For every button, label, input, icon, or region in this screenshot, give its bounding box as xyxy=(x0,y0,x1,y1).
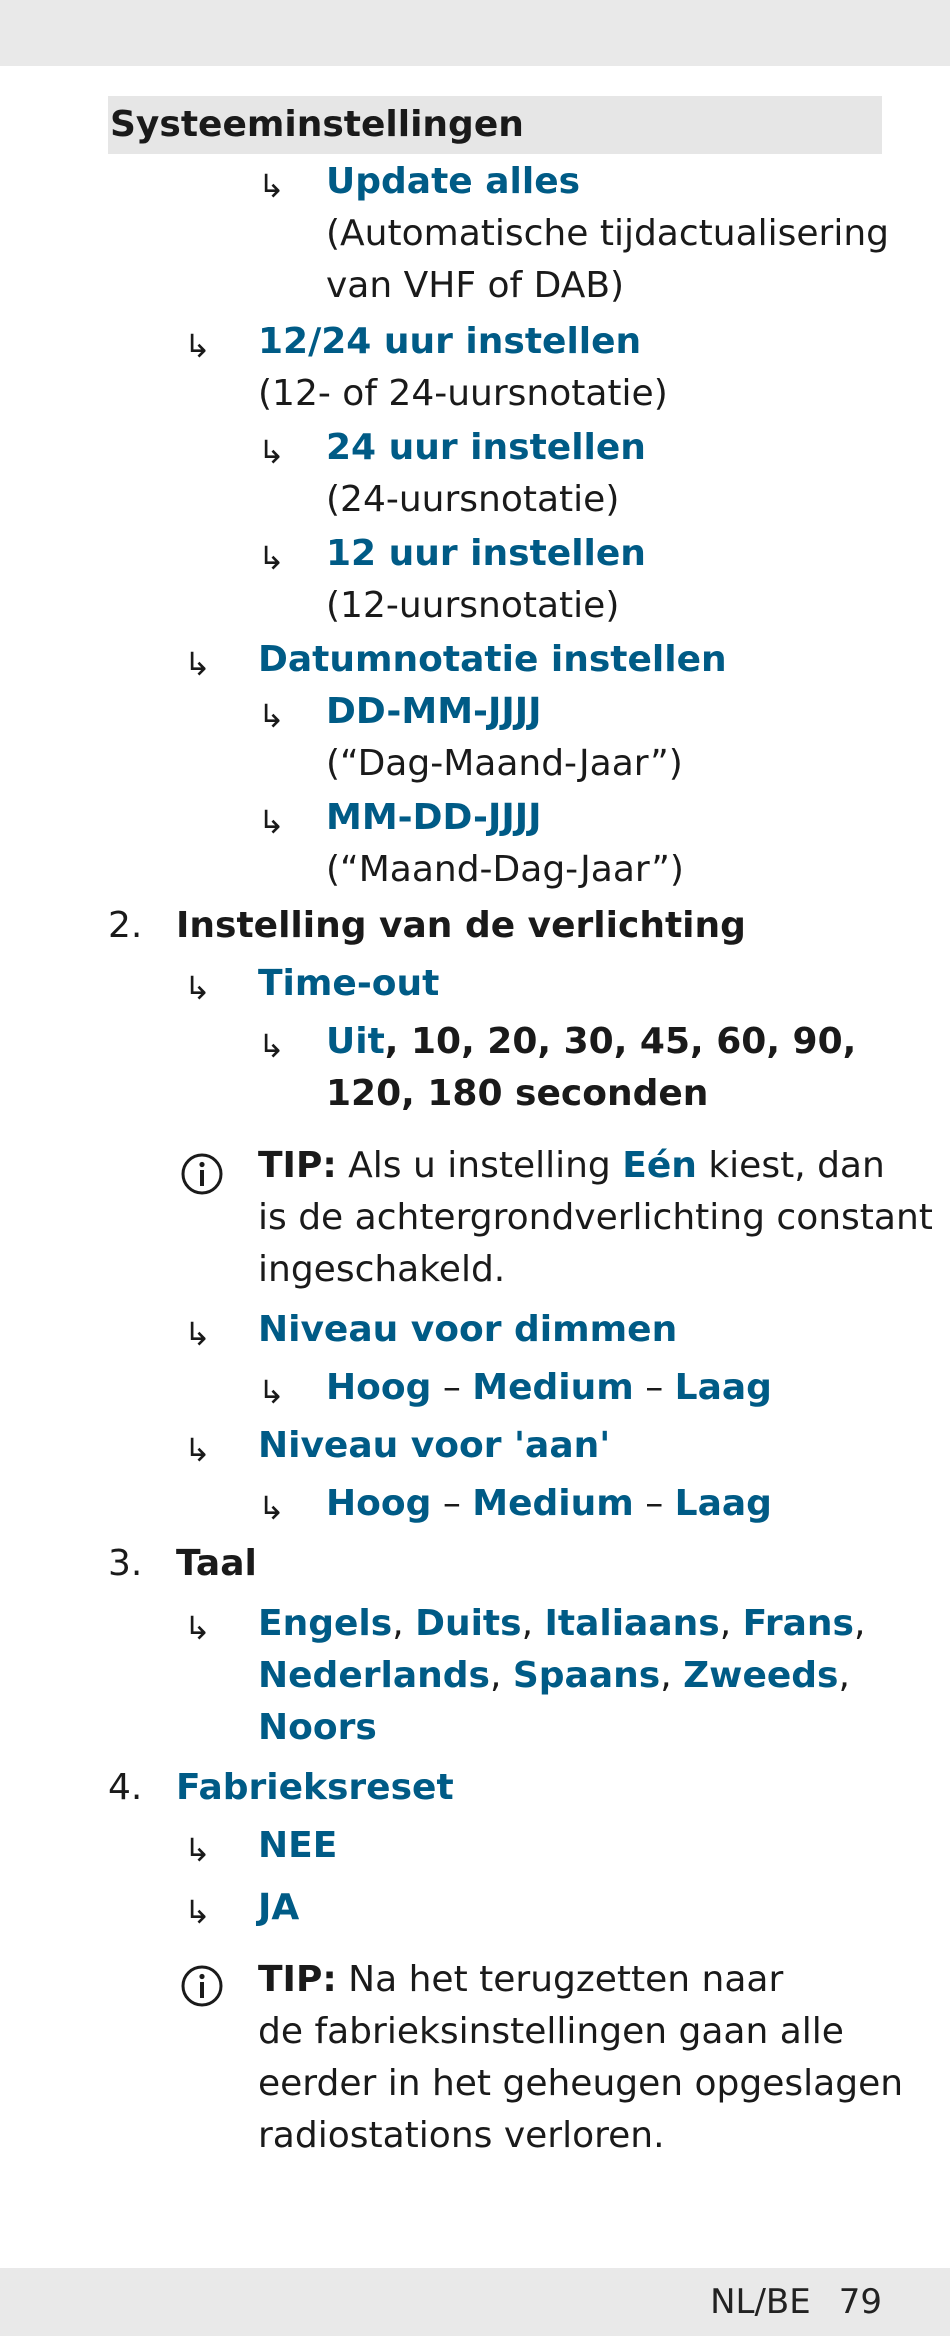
timeout-values: , 10, 20, 30, 45, 60, 90, xyxy=(384,1021,857,1062)
arrow-icon: ↳ xyxy=(184,1609,211,1647)
ddmm-option: DD-MM-JJJJ xyxy=(326,691,542,732)
info-icon xyxy=(180,1964,224,2008)
language-option: Noors xyxy=(258,1707,377,1748)
arrow-icon: ↳ xyxy=(184,1893,211,1931)
tip-text: Na het terugzetten naar xyxy=(336,1959,784,2000)
medium-option: Medium xyxy=(472,1367,634,1408)
arrow-icon: ↳ xyxy=(258,697,285,735)
page-footer xyxy=(710,2282,882,2322)
item-number: 3. xyxy=(108,1543,143,1584)
arrow-icon: ↳ xyxy=(258,433,285,471)
language-option: Zweeds xyxy=(683,1655,839,1696)
arrow-icon: ↳ xyxy=(184,1431,211,1469)
update-all-desc-line1: (Automatische tijdactualisering xyxy=(326,213,890,254)
timeout-values-line2: 120, 180 seconden xyxy=(326,1073,709,1114)
on-level-option: Niveau voor 'aan' xyxy=(258,1425,611,1466)
language-option: Nederlands xyxy=(258,1655,490,1696)
separator: – xyxy=(431,1367,473,1408)
ddmm-desc: (“Dag-Maand-Jaar”) xyxy=(326,743,683,784)
tip-label: TIP: xyxy=(258,1145,337,1186)
item-number: 2. xyxy=(108,905,143,946)
tip-text: kiest, dan xyxy=(696,1145,885,1186)
update-all-desc-line2: van VHF of DAB) xyxy=(326,265,625,306)
high-option: Hoog xyxy=(326,1483,432,1524)
update-all-option: Update alles xyxy=(326,161,581,202)
tip-reset-line3: eerder in het geheugen opgeslagen xyxy=(258,2063,904,2104)
set-12-desc: (12-uursnotatie) xyxy=(326,585,620,626)
arrow-icon: ↳ xyxy=(258,167,285,205)
timeout-off-option: Uit xyxy=(326,1021,385,1062)
separator: , xyxy=(719,1603,743,1644)
language-option: Duits xyxy=(415,1603,522,1644)
language-list-line2 xyxy=(258,1650,850,1702)
top-bar xyxy=(0,0,950,66)
backlight-title: Instelling van de verlichting xyxy=(176,905,746,946)
arrow-icon: ↳ xyxy=(258,1373,285,1411)
dim-level-values xyxy=(326,1362,772,1414)
arrow-icon: ↳ xyxy=(258,803,285,841)
set-12-option: 12 uur instellen xyxy=(326,533,646,574)
tip-backlight-line1 xyxy=(258,1140,885,1192)
medium-option: Medium xyxy=(472,1483,634,1524)
separator: , xyxy=(838,1655,850,1696)
timeout-option: Time-out xyxy=(258,963,440,1004)
section-title: Systeeminstellingen xyxy=(108,96,882,154)
factory-reset-title: Fabrieksreset xyxy=(176,1767,454,1808)
language-code: NL/BE xyxy=(710,2282,811,2322)
tip-label: TIP: xyxy=(258,1959,337,2000)
arrow-icon: ↳ xyxy=(258,1027,285,1065)
separator: – xyxy=(633,1367,675,1408)
separator: , xyxy=(392,1603,416,1644)
tip-backlight-line2: is de achtergrondverlichting constant xyxy=(258,1197,933,1238)
tip-backlight-line3: ingeschakeld. xyxy=(258,1249,506,1290)
set-24-desc: (24-uursnotatie) xyxy=(326,479,620,520)
tip-keyword: Eén xyxy=(622,1145,697,1186)
language-list-line1 xyxy=(258,1598,865,1650)
tip-text: Als u instelling xyxy=(336,1145,623,1186)
on-level-values xyxy=(326,1478,772,1530)
arrow-icon: ↳ xyxy=(258,539,285,577)
language-option: Italiaans xyxy=(544,1603,720,1644)
separator: , xyxy=(853,1603,866,1644)
reset-yes-option: JA xyxy=(258,1887,300,1928)
arrow-icon: ↳ xyxy=(258,1489,285,1527)
set-24-option: 24 uur instellen xyxy=(326,427,646,468)
page-number: 79 xyxy=(838,2282,882,2322)
tip-reset-line2: de fabrieksinstellingen gaan alle xyxy=(258,2011,844,2052)
set-12-24-option: 12/24 uur instellen xyxy=(258,321,642,362)
timeout-values-line1 xyxy=(326,1016,856,1068)
set-12-24-desc: (12- of 24-uursnotatie) xyxy=(258,373,668,414)
low-option: Laag xyxy=(674,1367,772,1408)
date-format-option: Datumnotatie instellen xyxy=(258,639,727,680)
tip-reset-line4: radiostations verloren. xyxy=(258,2115,665,2156)
arrow-icon: ↳ xyxy=(184,969,211,1007)
reset-no-option: NEE xyxy=(258,1825,338,1866)
low-option: Laag xyxy=(674,1483,772,1524)
item-number: 4. xyxy=(108,1767,143,1808)
language-option: Engels xyxy=(258,1603,393,1644)
separator: , xyxy=(521,1603,545,1644)
tip-reset-line1 xyxy=(258,1954,783,2006)
arrow-icon: ↳ xyxy=(184,1315,211,1353)
separator: , xyxy=(660,1655,684,1696)
mmdd-desc: (“Maand-Dag-Jaar”) xyxy=(326,849,684,890)
language-title: Taal xyxy=(176,1543,257,1584)
separator: , xyxy=(489,1655,513,1696)
language-option: Spaans xyxy=(512,1655,661,1696)
high-option: Hoog xyxy=(326,1367,432,1408)
dim-level-option: Niveau voor dimmen xyxy=(258,1309,678,1350)
separator: – xyxy=(431,1483,473,1524)
arrow-icon: ↳ xyxy=(184,327,211,365)
info-icon xyxy=(180,1152,224,1196)
language-option: Frans xyxy=(742,1603,854,1644)
separator: – xyxy=(633,1483,675,1524)
arrow-icon: ↳ xyxy=(184,645,211,683)
arrow-icon: ↳ xyxy=(184,1831,211,1869)
mmdd-option: MM-DD-JJJJ xyxy=(326,797,542,838)
